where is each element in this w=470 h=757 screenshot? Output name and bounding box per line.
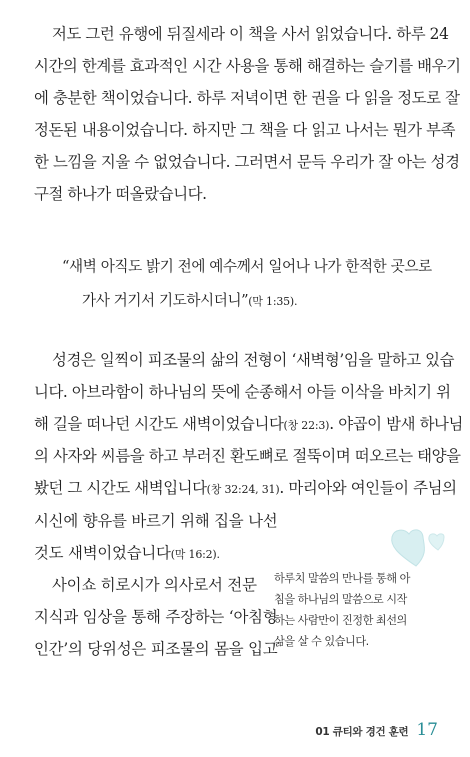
text-line: 저도 그런 유행에 뒤질세라 이 책을 사서 읽었습니다. 하루 24 xyxy=(52,25,449,43)
text-line: 사이쇼 히로시가 의사로서 전문 xyxy=(52,576,257,594)
body-paragraph-2-end xyxy=(34,505,278,569)
line-text: 해 길을 떠나던 시간도 새벽이었습니다 xyxy=(34,415,284,433)
text-line: 구절 하나가 떠올랐습니다. xyxy=(34,185,207,203)
scripture-reference: (창 32:24, 31) xyxy=(206,483,280,496)
callout-line: 하는 사람만이 진정한 최선의 xyxy=(274,614,407,627)
text-line: 한 느낌을 지울 수 없었습니다. 그러면서 문득 우리가 잘 아는 성경 xyxy=(34,153,460,171)
body-paragraph-3 xyxy=(34,569,278,665)
page-number: 17 xyxy=(416,720,438,740)
callout-line: 침을 하나님의 말씀으로 시작 xyxy=(274,593,407,606)
scripture-reference: (막 16:2). xyxy=(170,548,220,561)
text-line xyxy=(34,537,264,569)
text-line: 니다. 아브라함이 하나님의 뜻에 순종해서 아들 이삭을 바치기 위 xyxy=(34,383,451,401)
chapter-title: 01 큐티와 경건 훈련 xyxy=(315,726,409,738)
scripture-reference: (막 1:35). xyxy=(248,295,298,308)
text-line: 성경은 일찍이 피조물의 삶의 전형이 ‘새벽형’임을 말하고 있습 xyxy=(52,351,455,369)
scripture-reference: (창 22:3) xyxy=(283,419,330,432)
line-text: . 마리아와 여인들이 주님의 xyxy=(279,479,457,497)
text-line: 에 충분한 책이었습니다. 하루 저녁이면 한 권을 다 읽을 정도로 잘 xyxy=(34,89,460,107)
text-line: 의 사자와 씨름을 하고 부러진 환도뼈로 절뚝이며 떠오르는 태양을 xyxy=(34,447,461,465)
text-line: 시간의 한계를 효과적인 시간 사용을 통해 해결하는 슬기를 배우기 xyxy=(34,57,461,75)
line-text: 봤던 그 시간도 새벽입니다 xyxy=(34,479,207,497)
scripture-quote xyxy=(62,250,442,318)
line-text: 것도 새벽이었습니다 xyxy=(34,544,171,562)
quote-line: “새벽 아직도 밝기 전에 예수께서 일어나 나가 한적한 곳으로 xyxy=(62,258,432,275)
text-line: 지식과 임상을 통해 주장하는 ‘아침형 xyxy=(34,608,278,626)
text-line: 정돈된 내용이었습니다. 하지만 그 책을 다 읽고 나서는 뭔가 부족 xyxy=(34,121,456,139)
callout-line: 삶을 살 수 있습니다. xyxy=(274,635,369,648)
body-paragraph-1 xyxy=(34,18,461,210)
quote-text: 가사 거기서 기도하시더니” xyxy=(82,292,249,309)
callout-line: 하루치 말씀의 만나를 통해 아 xyxy=(274,572,410,585)
text-line xyxy=(34,472,457,504)
body-paragraph-2 xyxy=(34,344,463,504)
text-line: 시신에 향유를 바르기 위해 집을 나선 xyxy=(34,512,278,530)
callout-box xyxy=(274,568,450,652)
hearts-decoration-icon xyxy=(376,520,456,570)
line-text: . 야곱이 밤새 하나님 xyxy=(329,415,463,433)
text-line xyxy=(34,408,463,440)
text-line: 인간’의 당위성은 피조물의 몸을 입고 xyxy=(34,640,278,658)
page-footer xyxy=(315,720,438,740)
quote-line xyxy=(62,284,442,318)
